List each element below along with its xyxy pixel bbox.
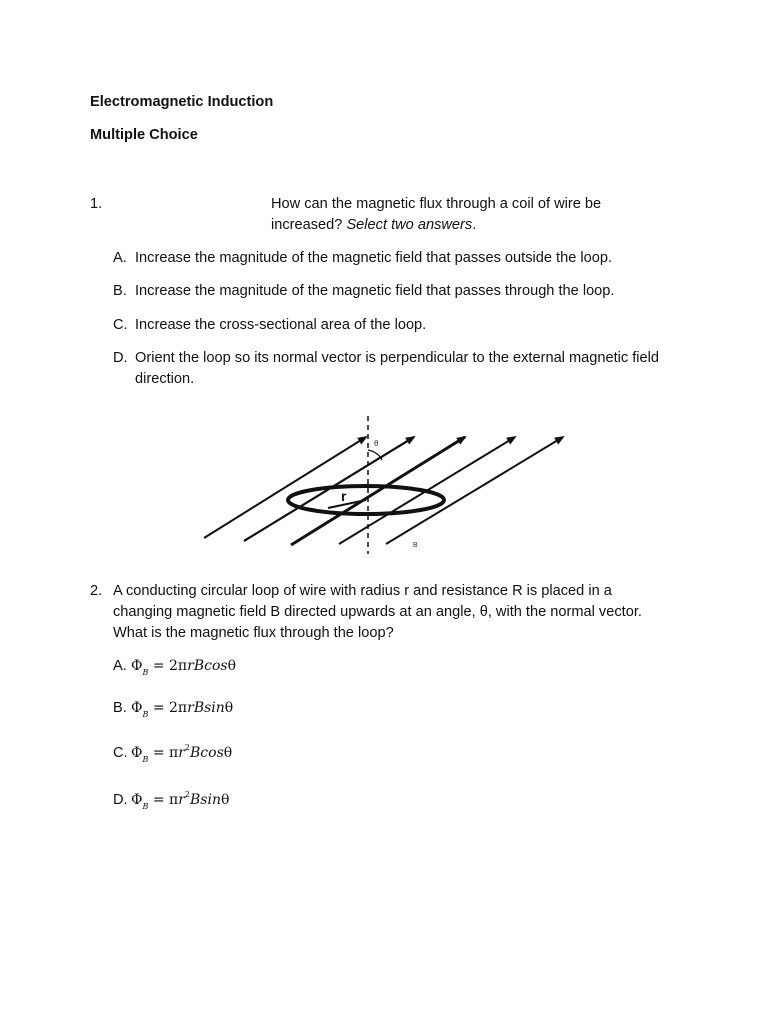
- option-equation: [131, 743, 232, 765]
- option-text: Orient the loop so its normal vector is perpendicular to the external magnetic field direction.: [135, 350, 660, 387]
- equation-variables: r: [178, 792, 185, 808]
- section-heading: Multiple Choice: [90, 127, 198, 143]
- flux-subscript: B: [142, 755, 149, 764]
- flux-subscript: B: [142, 668, 149, 677]
- option-letter: B.: [113, 700, 127, 716]
- exponent: 2: [184, 790, 191, 799]
- option-letter: C.: [113, 317, 128, 333]
- exponent: 2: [184, 743, 191, 752]
- question-1-instruction: Select two answers: [346, 217, 473, 233]
- flux-symbol: Φ: [131, 658, 143, 674]
- option-text: Increase the cross-sectional area of the loop.: [135, 317, 427, 333]
- question-1-period: .: [472, 217, 477, 233]
- option-letter: B.: [113, 283, 127, 299]
- equation-variables: rBsin: [187, 700, 225, 716]
- option-letter: D.: [113, 792, 128, 808]
- equation-part: = π: [148, 792, 179, 808]
- equation-part: = 2π: [148, 700, 188, 716]
- angle-label: θ: [374, 439, 379, 448]
- option-letter: A.: [113, 250, 127, 266]
- option-letter: D.: [113, 350, 128, 366]
- loop-radius-line: [328, 500, 366, 508]
- radius-label: r: [341, 488, 347, 504]
- question-2-number: 2.: [90, 583, 103, 599]
- flux-symbol: Φ: [131, 745, 143, 761]
- equation-rest: Bcos: [190, 745, 224, 761]
- angle-symbol: θ: [227, 658, 236, 674]
- question-1-prompt: How can the magnetic flux through a coil of wire be increased?: [271, 196, 602, 233]
- flux-symbol: Φ: [131, 792, 143, 808]
- angle-symbol: θ: [223, 745, 233, 761]
- equation-part: = 2π: [148, 658, 188, 674]
- document-title: Electromagnetic Induction: [90, 94, 274, 110]
- question-1-number: 1.: [90, 196, 103, 212]
- angle-symbol: θ: [224, 700, 234, 716]
- field-label: B: [413, 542, 418, 549]
- flux-subscript: B: [142, 710, 149, 719]
- option-text: Increase the magnitude of the magnetic field that passes outside the loop.: [135, 250, 613, 266]
- flux-symbol: Φ: [131, 700, 143, 716]
- equation-variables: rBcos: [187, 658, 228, 674]
- option-text: Increase the magnitude of the magnetic field that passes through the loop.: [135, 283, 615, 299]
- equation-rest: Bsin: [190, 792, 221, 808]
- question-2-text: A conducting circular loop of wire with radius r and resistance R is placed in a changing magnetic field B directed upwards at an angle, θ, with the normal vector. What is the magnetic flux through the loop?: [113, 583, 642, 641]
- equation-variables: r: [178, 745, 185, 761]
- equation-part: = π: [148, 745, 179, 761]
- angle-symbol: θ: [220, 792, 230, 808]
- option-equation: [131, 656, 236, 678]
- flux-subscript: B: [142, 802, 149, 811]
- option-letter: C.: [113, 745, 128, 761]
- option-letter: A.: [113, 658, 127, 674]
- option-equation: [131, 698, 233, 720]
- option-equation: [131, 790, 229, 812]
